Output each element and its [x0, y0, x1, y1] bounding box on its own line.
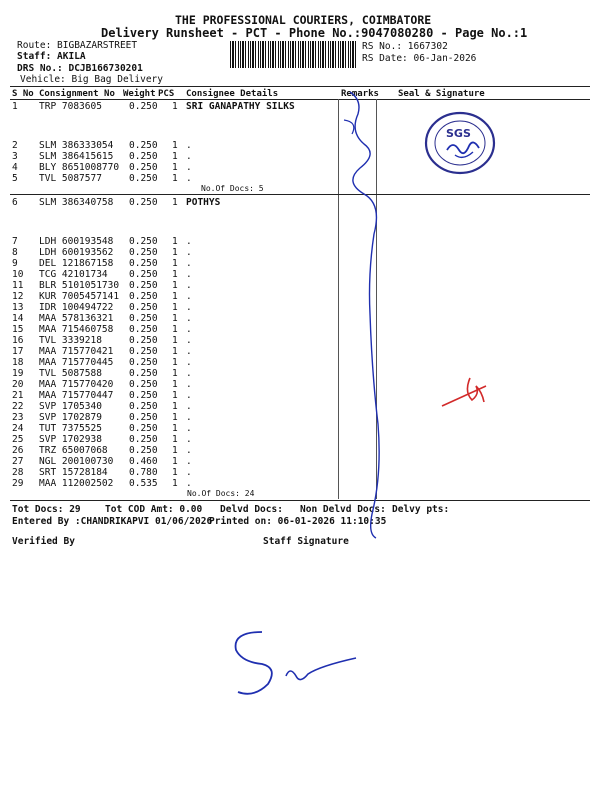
row-pcs: 1: [172, 335, 178, 346]
staff-handwritten-signature: [236, 632, 356, 694]
row-weight: 0.250: [129, 390, 158, 401]
row-sno: 5: [12, 173, 18, 184]
row-pcs: 1: [172, 280, 178, 291]
row-sno: 11: [12, 280, 24, 291]
row-consignee: .: [186, 390, 192, 401]
row-weight: 0.250: [129, 302, 158, 313]
row-consignee: .: [186, 456, 192, 467]
row-weight: 0.250: [129, 368, 158, 379]
row-consignment: TVL 5087577: [39, 173, 102, 184]
row-pcs: 1: [172, 236, 178, 247]
row-consignment: SVP 1702879: [39, 412, 102, 423]
row-weight: 0.250: [129, 269, 158, 280]
remarks-pen-stroke: [350, 92, 379, 538]
row-sno: 18: [12, 357, 24, 368]
row-weight: 0.460: [129, 456, 158, 467]
row-weight: 0.250: [129, 236, 158, 247]
row-pcs: 1: [172, 197, 178, 208]
row-consignee: .: [186, 346, 192, 357]
row-consignee: .: [186, 313, 192, 324]
row-consignee: .: [186, 379, 192, 390]
col-pcs: PCS: [158, 89, 175, 99]
row-weight: 0.250: [129, 258, 158, 269]
row-consignment: TVL 5087588: [39, 368, 102, 379]
row-consignment: TRP 7083605: [39, 101, 102, 112]
row-pcs: 1: [172, 478, 178, 489]
row-consignee: .: [186, 368, 192, 379]
col-consignee: Consignee Details: [186, 89, 279, 99]
row-sno: 22: [12, 401, 24, 412]
row-sno: 21: [12, 390, 24, 401]
row-sno: 16: [12, 335, 24, 346]
vehicle-label: Vehicle: Big Bag Delivery: [20, 74, 163, 85]
row-sno: 4: [12, 162, 18, 173]
row-consignment: MAA 578136321: [39, 313, 114, 324]
row-consignee: .: [186, 140, 192, 151]
row-sno: 8: [12, 247, 18, 258]
row-pcs: 1: [172, 445, 178, 456]
row-consignment: SLM 386415615: [39, 151, 114, 162]
row-consignee: .: [186, 357, 192, 368]
row-weight: 0.250: [129, 101, 158, 112]
row-sno: 13: [12, 302, 24, 313]
row-consignee: .: [186, 258, 192, 269]
row-consignment: BLR 5101051730: [39, 280, 120, 291]
group-docs-count: No.Of Docs: 5: [201, 184, 264, 193]
row-pcs: 1: [172, 434, 178, 445]
row-consignee: .: [186, 401, 192, 412]
row-sno: 15: [12, 324, 24, 335]
row-consignee: .: [186, 280, 192, 291]
row-consignment: LDH 600193562: [39, 247, 114, 258]
row-sno: 9: [12, 258, 18, 269]
row-weight: 0.250: [129, 197, 158, 208]
group-docs-count: No.Of Docs: 24: [187, 489, 255, 498]
row-weight: 0.250: [129, 324, 158, 335]
row-weight: 0.250: [129, 357, 158, 368]
company-name: THE PROFESSIONAL COURIERS, COIMBATORE: [175, 13, 432, 27]
runsheet-title: Delivery Runsheet - PCT - Phone No.:9047080280 - Page No.:1: [101, 26, 528, 40]
row-sno: 27: [12, 456, 24, 467]
row-sno: 3: [12, 151, 18, 162]
row-pcs: 1: [172, 379, 178, 390]
col-sno: S No: [12, 89, 34, 99]
row-pcs: 1: [172, 291, 178, 302]
total-cod-amount: Tot COD Amt: 0.00: [105, 504, 203, 515]
row-consignment: TVL 3339218: [39, 335, 102, 346]
row-consignment: TUT 7375525: [39, 423, 102, 434]
row-consignment: TCG 42101734: [39, 269, 108, 280]
route-label: Route: BIGBAZARSTREET: [17, 40, 138, 51]
row-consignment: NGL 200100730: [39, 456, 114, 467]
row-consignee: .: [186, 302, 192, 313]
row-consignment: SLM 386340758: [39, 197, 114, 208]
row-consignment: KUR 7005457141: [39, 291, 120, 302]
stamp-text: SGS: [446, 127, 471, 140]
row-consignment: SVP 1705340: [39, 401, 102, 412]
row-consignment: MAA 715770447: [39, 390, 114, 401]
row-sno: 17: [12, 346, 24, 357]
row-consignment: DEL 121867158: [39, 258, 114, 269]
row-sno: 6: [12, 197, 18, 208]
row-pcs: 1: [172, 390, 178, 401]
row-consignee: .: [186, 335, 192, 346]
row-sno: 28: [12, 467, 24, 478]
row-consignee: POTHYS: [186, 197, 221, 208]
rs-number: RS No.: 1667302: [362, 41, 448, 52]
row-pcs: 1: [172, 423, 178, 434]
row-consignment: BLY 8651008770: [39, 162, 120, 173]
row-pcs: 1: [172, 302, 178, 313]
row-weight: 0.250: [129, 434, 158, 445]
row-sno: 20: [12, 379, 24, 390]
printed-on: Printed on: 06-01-2026 11:10:35: [209, 516, 387, 527]
row-weight: 0.250: [129, 140, 158, 151]
row-consignment: MAA 715770420: [39, 379, 114, 390]
row-pcs: 1: [172, 101, 178, 112]
row-pcs: 1: [172, 313, 178, 324]
col-consignment: Consignment No: [39, 89, 115, 99]
row-consignment: LDH 600193548: [39, 236, 114, 247]
row-sno: 29: [12, 478, 24, 489]
row-weight: 0.250: [129, 412, 158, 423]
row-consignee: .: [186, 269, 192, 280]
row-consignee: .: [186, 151, 192, 162]
rs-date: RS Date: 06-Jan-2026: [362, 53, 477, 64]
row-pcs: 1: [172, 258, 178, 269]
row-consignee: SRI GANAPATHY SILKS: [186, 101, 295, 112]
row-pcs: 1: [172, 151, 178, 162]
drs-number: DRS No.: DCJB166730201: [17, 63, 143, 74]
sgs-seal-stamp: [426, 113, 494, 173]
row-sno: 1: [12, 101, 18, 112]
delivery-points: Delvy pts:: [392, 504, 450, 515]
total-docs: Tot Docs: 29: [12, 504, 81, 515]
red-signature-mark: [442, 378, 486, 406]
row-pcs: 1: [172, 247, 178, 258]
row-consignee: .: [186, 162, 192, 173]
row-consignee: .: [186, 173, 192, 184]
row-consignee: .: [186, 423, 192, 434]
row-consignee: .: [186, 467, 192, 478]
row-consignee: .: [186, 445, 192, 456]
row-weight: 0.250: [129, 291, 158, 302]
row-consignment: MAA 112002502: [39, 478, 114, 489]
row-consignee: .: [186, 478, 192, 489]
row-pcs: 1: [172, 456, 178, 467]
non-delivered-docs: Non Delvd Docs:: [300, 504, 386, 515]
staff-label: Staff: AKILA: [17, 51, 86, 62]
row-weight: 0.250: [129, 379, 158, 390]
row-consignment: SVP 1702938: [39, 434, 102, 445]
row-pcs: 1: [172, 368, 178, 379]
row-sno: 26: [12, 445, 24, 456]
col-remarks: Remarks: [341, 89, 379, 99]
row-consignee: .: [186, 412, 192, 423]
row-weight: 0.250: [129, 445, 158, 456]
row-sno: 7: [12, 236, 18, 247]
row-pcs: 1: [172, 162, 178, 173]
row-weight: 0.250: [129, 401, 158, 412]
row-pcs: 1: [172, 467, 178, 478]
row-sno: 2: [12, 140, 18, 151]
row-weight: 0.250: [129, 313, 158, 324]
row-sno: 23: [12, 412, 24, 423]
row-weight: 0.250: [129, 173, 158, 184]
row-consignee: .: [186, 291, 192, 302]
row-consignment: IDR 100494722: [39, 302, 114, 313]
row-consignee: .: [186, 434, 192, 445]
row-consignee: .: [186, 247, 192, 258]
row-weight: 0.535: [129, 478, 158, 489]
row-consignment: SLM 386333054: [39, 140, 114, 151]
row-consignment: SRT 15728184: [39, 467, 108, 478]
row-weight: 0.250: [129, 151, 158, 162]
row-sno: 19: [12, 368, 24, 379]
row-weight: 0.250: [129, 423, 158, 434]
row-consignment: TRZ 65007068: [39, 445, 108, 456]
row-sno: 12: [12, 291, 24, 302]
row-consignee: .: [186, 324, 192, 335]
row-weight: 0.250: [129, 247, 158, 258]
row-pcs: 1: [172, 412, 178, 423]
row-consignment: MAA 715460758: [39, 324, 114, 335]
row-pcs: 1: [172, 401, 178, 412]
col-weight: Weight: [123, 89, 156, 99]
row-sno: 14: [12, 313, 24, 324]
row-weight: 0.250: [129, 162, 158, 173]
row-pcs: 1: [172, 346, 178, 357]
entered-by: Entered By :CHANDRIKAPVI 01/06/2026: [12, 516, 213, 527]
row-consignee: .: [186, 236, 192, 247]
staff-signature-label: Staff Signature: [263, 536, 349, 547]
row-weight: 0.780: [129, 467, 158, 478]
col-seal-signature: Seal & Signature: [398, 89, 485, 99]
row-weight: 0.250: [129, 346, 158, 357]
row-pcs: 1: [172, 324, 178, 335]
row-pcs: 1: [172, 357, 178, 368]
row-weight: 0.250: [129, 280, 158, 291]
row-consignment: MAA 715770445: [39, 357, 114, 368]
verified-by-label: Verified By: [12, 536, 75, 547]
row-sno: 25: [12, 434, 24, 445]
row-pcs: 1: [172, 140, 178, 151]
row-pcs: 1: [172, 269, 178, 280]
row-sno: 24: [12, 423, 24, 434]
row-sno: 10: [12, 269, 24, 280]
row-weight: 0.250: [129, 335, 158, 346]
delivered-docs: Delvd Docs:: [220, 504, 283, 515]
row-consignment: MAA 715770421: [39, 346, 114, 357]
row-pcs: 1: [172, 173, 178, 184]
